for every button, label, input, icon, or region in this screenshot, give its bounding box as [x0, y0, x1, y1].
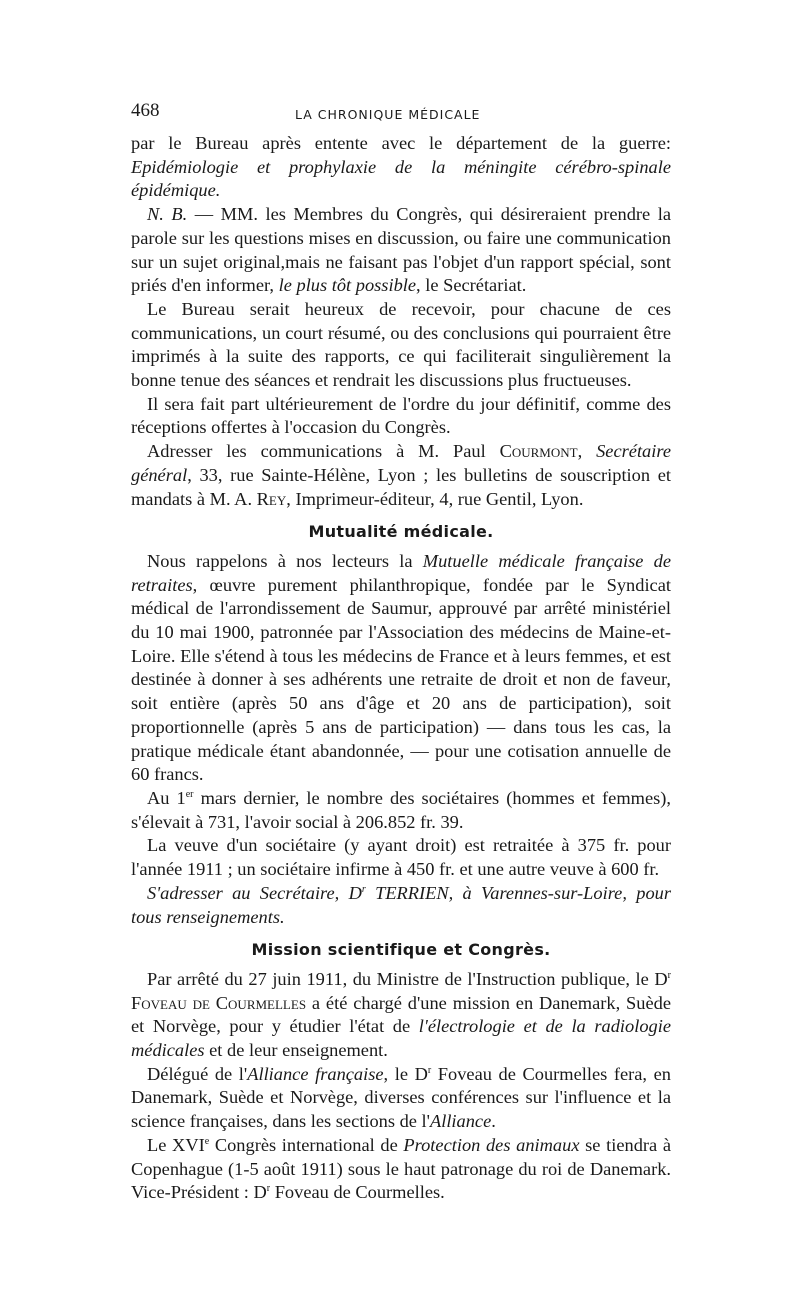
- text-run: , 33, rue Sainte-Hélène, Lyon ; les bulletins de souscription et mandats à M. A.: [131, 464, 671, 509]
- body-text: [131, 132, 671, 1205]
- italic-text: N. B.: [147, 204, 188, 225]
- intro-paragraph-1: [131, 132, 671, 203]
- mission-paragraph-3: [131, 1134, 671, 1205]
- mutualite-paragraph-4: [131, 882, 671, 929]
- running-title: LA CHRONIQUE MÉDICALE: [295, 107, 481, 122]
- page-number: 468: [131, 100, 160, 121]
- section-title-mission: Mission scientifique et Congrès.: [251, 940, 551, 960]
- mutualite-paragraph-3: La veuve d'un sociétaire (y ayant droit) est retraitée à 375 fr. pour l'année 1911 ; un sociétaire infirme à 450 fr. et une autre veuve à 600 fr.: [131, 835, 671, 880]
- text-run: — MM. les Membres du Congrès, qui désireraient prendre la parole sur les questions mises en discussion, ou faire une communication sur un sujet original,mais ne faisant pas l'objet d'un rapport spécial, sont priés d'en informer,: [131, 204, 671, 296]
- italic-text: Epidémiologie et prophylaxie de la méningite cérébro-spinale épidémique.: [131, 156, 671, 201]
- italic-text: Protection des animaux: [403, 1134, 580, 1155]
- small-caps-name: Courmont: [499, 441, 578, 462]
- text-run: et de leur enseignement.: [204, 1040, 388, 1061]
- superscript: r: [667, 969, 671, 981]
- text-run: Au 1: [147, 787, 186, 808]
- text-run: , le D: [383, 1063, 428, 1084]
- mission-paragraph-1: [131, 968, 671, 1063]
- text-run: a été chargé d'une mission en Danemark, Suède et Norvège, pour y étudier l'état de: [131, 992, 671, 1037]
- text-run: se tiendra à Copenhague (1-5 août 1911) sous le haut patronage du roi de Danemark. Vice-Président : D: [131, 1134, 671, 1203]
- mutualite-paragraph-2: [131, 787, 671, 834]
- superscript: e: [204, 1135, 210, 1147]
- small-caps-name: Rey: [256, 488, 287, 509]
- small-caps-name: Foveau de Courmelles: [131, 992, 307, 1013]
- intro-paragraph-5: Adresser les communications à M. Paul Courmont, Secrétaire général, 33, rue Sainte-Hélène, Lyon ; les bulletins de souscription et mandats à M. A. Rey, Imprimeur-éditeur, 4, rue Gentil, Lyon.: [131, 441, 672, 509]
- italic-text: S'adresser au Secrétaire, D: [147, 882, 362, 903]
- italic-text: le plus tôt possible: [278, 275, 417, 296]
- mutualite-paragraph-1: [131, 550, 671, 787]
- italic-text: Alliance: [429, 1111, 492, 1132]
- italic-text: Alliance française: [247, 1063, 384, 1084]
- text-run: Congrès international de: [209, 1134, 404, 1155]
- mission-paragraph-2: [131, 1063, 671, 1134]
- text-run: par le Bureau après entente avec le département de la guerre:: [131, 133, 671, 153]
- intro-paragraph-4: Il sera fait part ultérieurement de l'ordre du jour définitif, comme des réceptions offertes à l'occasion du Congrès.: [131, 393, 671, 438]
- text-run: , le Secrétariat.: [416, 275, 527, 296]
- text-run: Délégué de l': [147, 1063, 248, 1084]
- text-run: Foveau de Courmelles.: [270, 1182, 445, 1203]
- italic-text: Mutuelle médicale française de retraites: [131, 550, 671, 595]
- text-run: , œuvre purement philanthropique, fondée par le Syndicat médical de l'arrondissement de Saumur, approuvé par arrêté ministériel du 10 mai 1900, patronnée par l'Association des médecins de Maine-et-Loire. Elle s'étend à tous les médecins de France et à leurs femmes, et est destinée à donner à ses adhérents une retraite de droit et non de faveur, soit entière (après 50 ans d'âge et 20 ans de participation), soit proportionnelle (après 5 ans de participation) — dans tous les cas, la pratique médicale étant abandonnée, — pour une cotisation annuelle de 60 francs.: [131, 574, 671, 785]
- superscript: r: [361, 883, 366, 895]
- text-run: Le XVI: [147, 1134, 205, 1155]
- page-header: [131, 100, 671, 130]
- intro-paragraph-3: Le Bureau serait heureux de recevoir, pour chacune de ces communications, un court résumé, ou des conclusions qui pourraient être imprimés à la suite des rapports, ce qui faciliterait singulièrement la bonne tenue des séances et rendrait les discussions plus fructueuses.: [131, 298, 671, 391]
- text-run: Nous rappelons à nos lecteurs la: [147, 550, 423, 571]
- superscript: er: [185, 788, 194, 800]
- superscript: r: [266, 1183, 271, 1195]
- italic-text: TERRIEN, à Varennes-sur-Loire, pour tous renseignements.: [131, 882, 671, 927]
- text-run: Foveau de Courmelles fera, en Danemark, Suède et Norvège, diverses conférences sur l'influence et la science françaises, dans les sections de l': [131, 1063, 671, 1132]
- text-run: mars dernier, le nombre des sociétaires (hommes et femmes), s'élevait à 731, l'avoir social à 206.852 fr. 39.: [131, 787, 671, 832]
- text-run: Adresser les communications à M. Paul: [147, 441, 500, 462]
- intro-paragraph-2: [131, 203, 671, 298]
- text-run: Par arrêté du 27 juin 1911, du Ministre de l'Instruction publique, le D: [147, 968, 668, 989]
- superscript: r: [427, 1064, 432, 1076]
- section-title-mutualite: Mutualité médicale.: [308, 522, 494, 542]
- text-run: .: [491, 1111, 496, 1132]
- text-run: , Imprimeur-éditeur, 4, rue Gentil, Lyon.: [286, 488, 584, 509]
- italic-text: l'électrologie et de la radiologie médicales: [131, 1016, 671, 1061]
- italic-text: Secrétaire général: [131, 441, 672, 485]
